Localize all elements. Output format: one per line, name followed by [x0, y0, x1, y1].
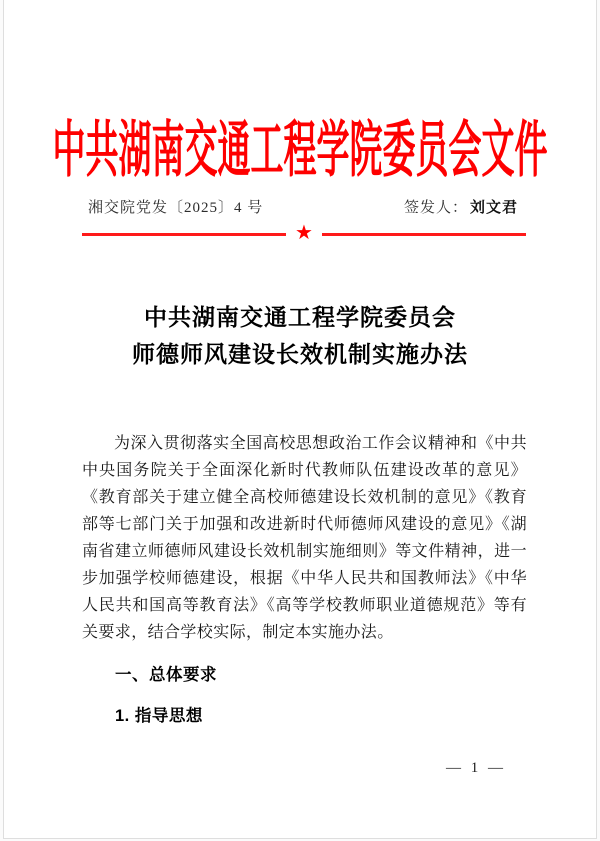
section-heading: 一、总体要求 [115, 666, 217, 684]
intro-paragraph: 为深入贯彻落实全国高校思想政治工作会议精神和《中共中央国务院关于全面深化新时代教师队伍建设改革的意见》《教育部关于建立健全高校师德建设长效机制的意见》《教育部等七部门关于加强和改进新时代师德师风建设的意见》《湖南省建立师德师风建设长效机制实施细则》等文件精神，进一步加强学校师德建设，根据《中华人民共和国教师法》《中华人民共和国高等教育法》《高等学校教师职业道德规范》等有关要求，结合学校实际，制定本实施办法。 [82, 435, 527, 641]
document-body [82, 430, 527, 726]
sub-heading: 1. 指导思想 [115, 707, 203, 725]
doc-number-row [88, 196, 518, 217]
signer-name: 刘文君 [469, 200, 518, 216]
document-title-line1: 中共湖南交通工程学院委员会 [144, 304, 456, 330]
letterhead-title: 中共湖南交通工程学院委员会文件 [52, 118, 548, 185]
letterhead [4, 110, 596, 185]
signer [404, 196, 518, 217]
doc-number: 湘交院党发〔2025〕4 号 [88, 200, 264, 216]
document-page [3, 0, 597, 839]
star-icon: ★ [295, 222, 313, 244]
rule-left-segment [82, 233, 286, 236]
signer-label: 签发人： [403, 200, 468, 216]
red-separator-rule [82, 224, 526, 244]
page-number: — 1 — [446, 760, 506, 776]
document-title [4, 299, 596, 373]
document-title-line2: 师德师风建设长效机制实施办法 [132, 341, 468, 367]
rule-right-segment [322, 233, 526, 236]
